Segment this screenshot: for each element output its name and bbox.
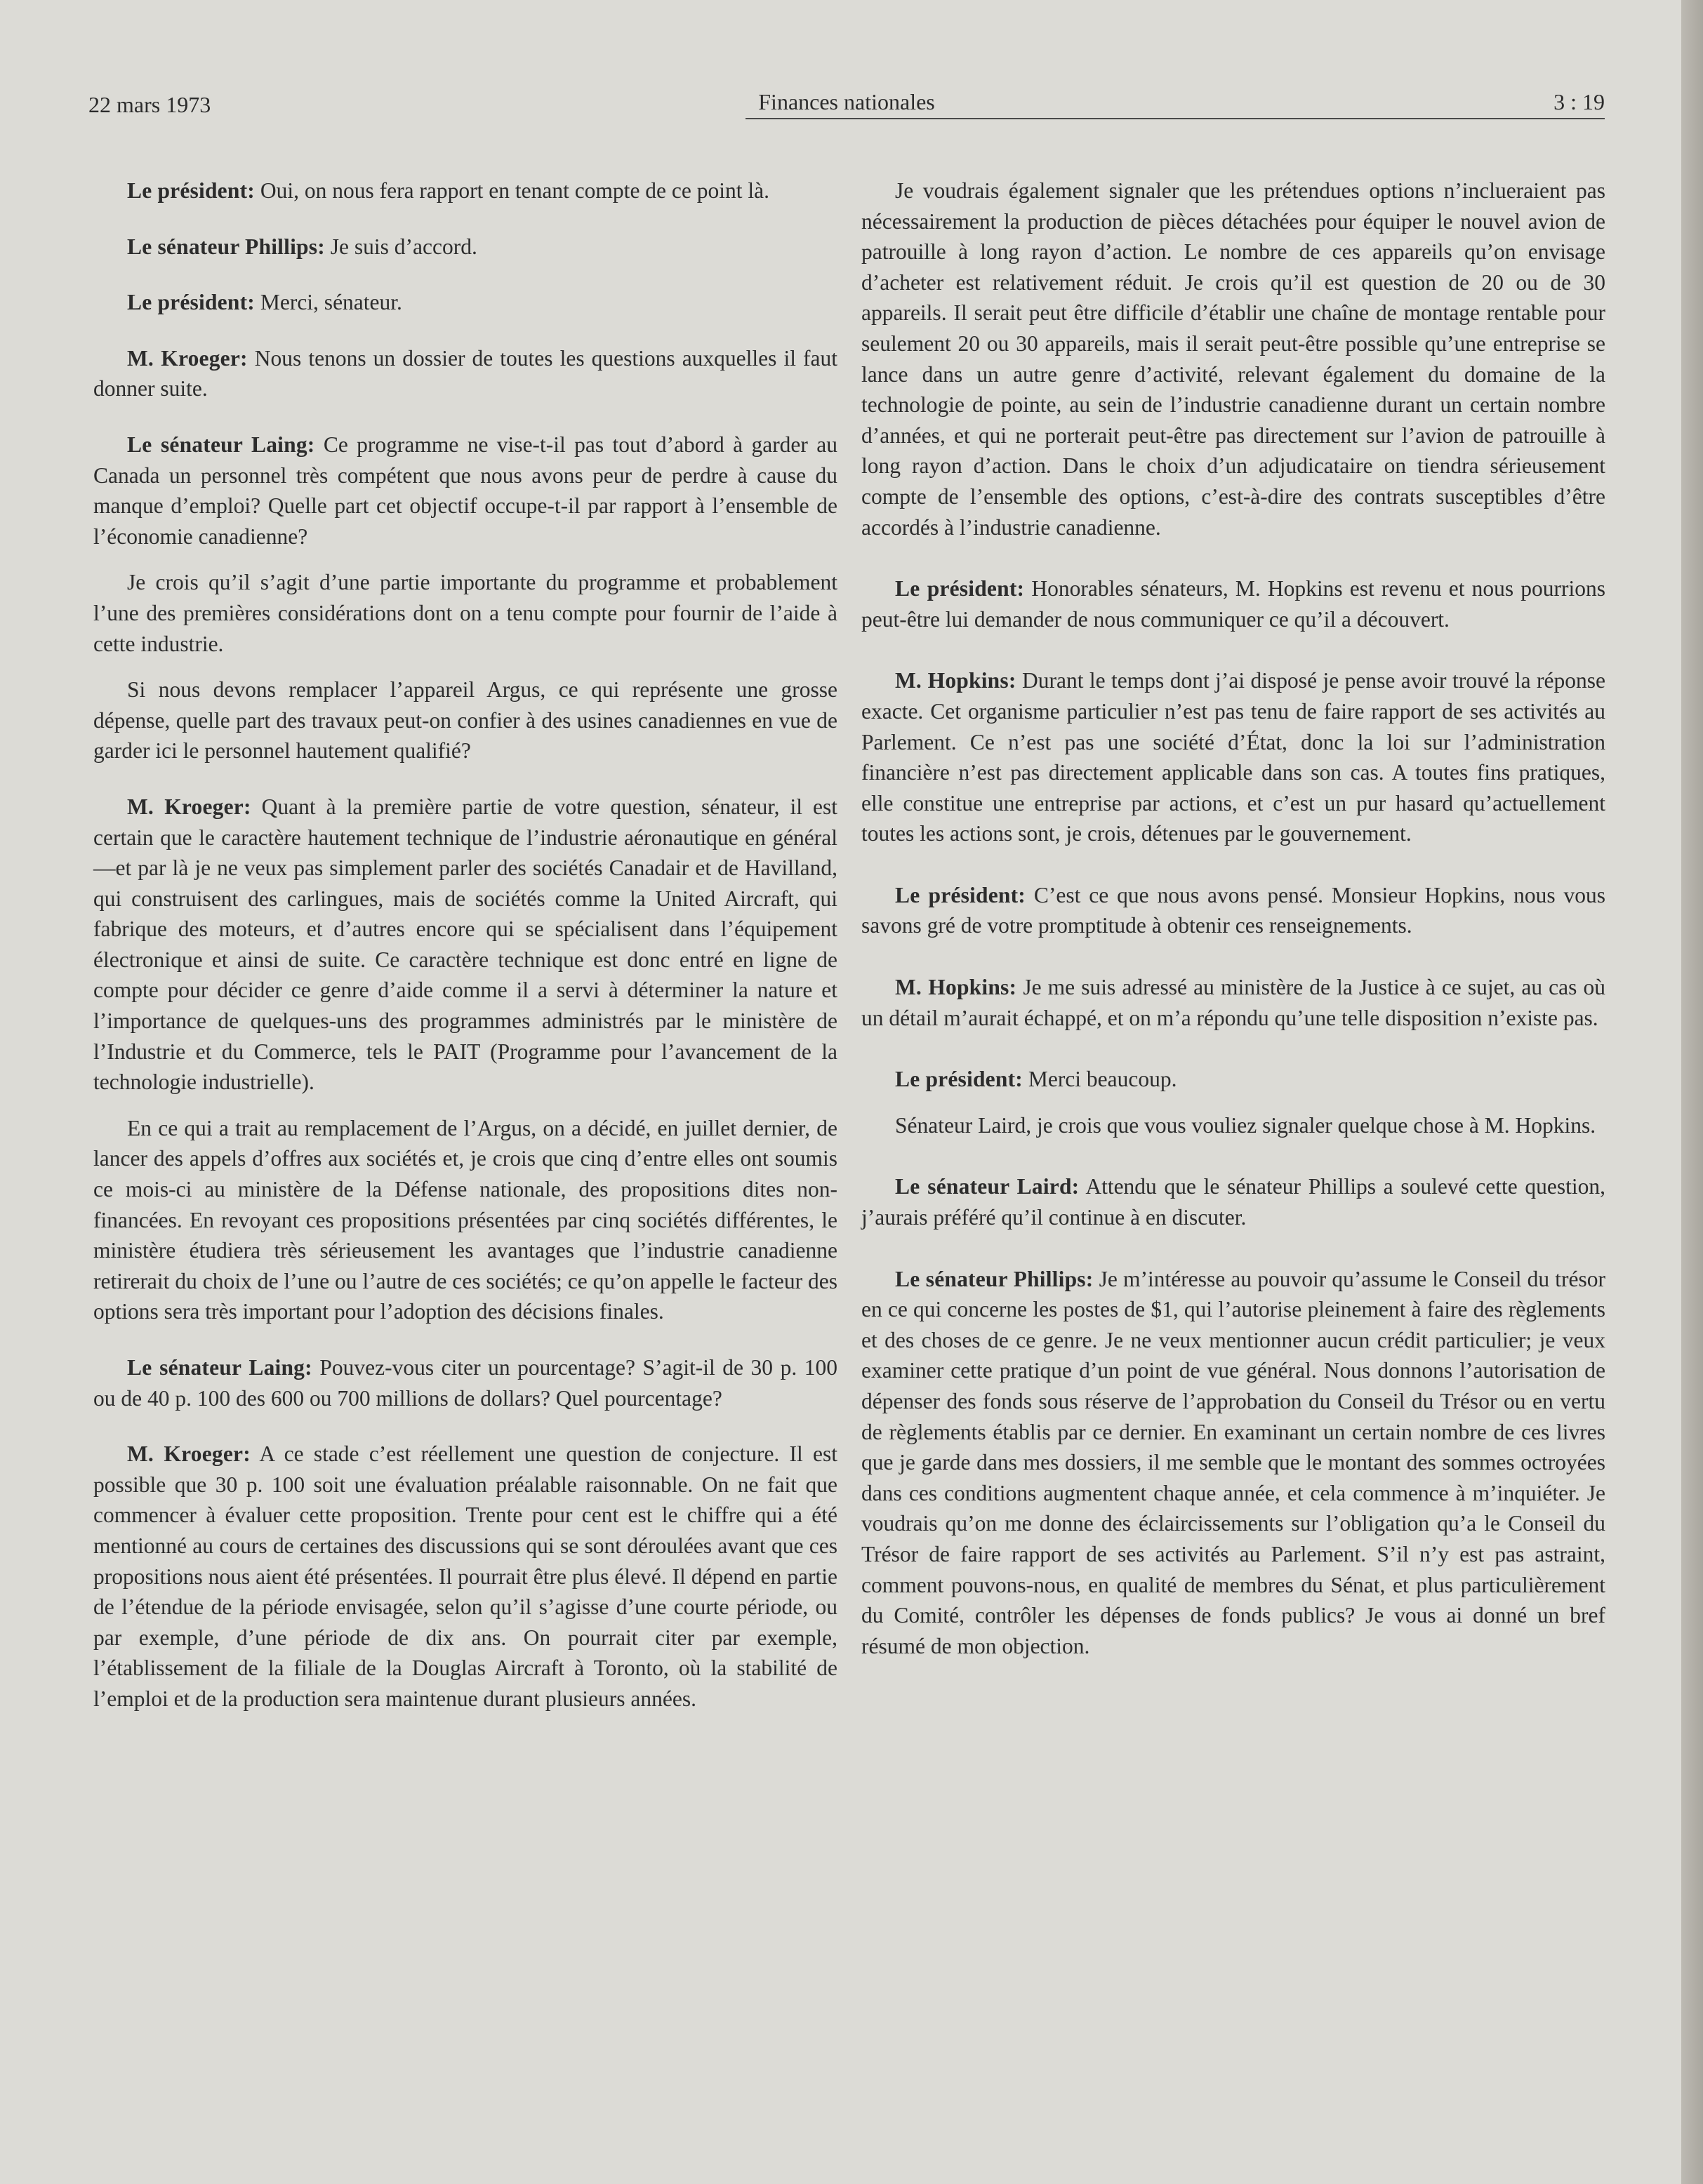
speaker-name: M. Kroeger: xyxy=(127,345,248,371)
speaker-name: M. Kroeger: xyxy=(127,1441,251,1467)
paragraph xyxy=(861,1171,1605,1232)
paragraph-text: Quant à la première partie de votre question, sénateur, il est certain que le caractère hautement technique de l’industrie aéronautique en général—et par là je ne veux pas simplement parler des sociétés Canadair et de Havilland, qui construisent des carlingues, mais de sociétés comme la United Aircraft, qui fabrique des moteurs, et d’autres encore qui se spécialisent dans l’équipement électronique et ainsi de suite. Ce caractère technique est donc entré en ligne de compte pour décider ce genre d’aide comme il a servi à déterminer la nature et l’importance de quelques-uns des programmes administrés par le ministère de l’Industrie et du Commerce, tels le PAIT (Programme pour l’avancement de la technologie industrielle). xyxy=(93,794,838,1095)
paragraph xyxy=(861,972,1605,1033)
paragraph-text: Si nous devons remplacer l’appareil Argus, ce qui représente une grosse dépense, quelle part des travaux peut-on confier à des usines canadiennes en vue de garder ici le personnel hautement qualifié? xyxy=(93,677,837,764)
paragraph-text: Sénateur Laird, je crois que vous vouliez signaler quelque chose à M. Hopkins. xyxy=(895,1112,1596,1138)
paragraph xyxy=(93,232,837,262)
paragraph xyxy=(861,1110,1605,1141)
paragraph-text: Merci beaucoup. xyxy=(1022,1067,1177,1092)
paragraph-text: Oui, on nous fera rapport en tenant compte de ce point là. xyxy=(254,178,769,203)
paragraph-text: En ce qui a trait au remplacement de l’Argus, on a décidé, en juillet dernier, de lancer des appels d’offres aux sociétés et, je crois que cinq d’entre elles ont soumis ce mois-ci au ministère de la Défense nationale, des propositions dites non-financées. En revoyant ces propositions présentées par cinq sociétés différentes, le ministère étudiera très sérieusement les avantages que l’industrie canadienne retirerait du choix de l’une ou l’autre de ces sociétés; ce qu’on appelle le facteur des options sera très important pour l’adoption des décisions finales. xyxy=(93,1115,837,1324)
paragraph xyxy=(93,175,837,206)
paragraph xyxy=(93,674,837,766)
paragraph-text: Pouvez-vous citer un pourcentage? S’agit-il de 30 p. 100 ou de 40 p. 100 des 600 ou 700 millions de dollars? Quel pourcentage? xyxy=(93,1355,837,1411)
paragraph-text: Honorables sénateurs, M. Hopkins est revenu et nous pourrions peut-être lui demander de nous communiquer ce qu’il a découvert. xyxy=(861,576,1605,632)
speaker-name: Le sénateur Laird: xyxy=(895,1174,1080,1199)
paragraph xyxy=(93,430,837,552)
paragraph-text: Durant le temps dont j’ai disposé je pense avoir trouvé la réponse exacte. Cet organisme particulier n’est pas tenu de faire rapport de ses activités au Parlement. Ce n’est pas une société d’État, donc la loi sur l’administration financière n’est pas directement applicable dans son cas. A toutes fins pratiques, elle constitue une entreprise par actions, et c’est un pur hasard qu’actuellement toutes les actions sont, je crois, détenues par le gouvernement. xyxy=(861,668,1605,846)
paragraph xyxy=(861,1264,1605,1662)
speaker-name: Le président: xyxy=(895,882,1026,907)
right-column xyxy=(861,175,1605,1661)
speaker-name: Le sénateur Phillips: xyxy=(895,1266,1094,1291)
paragraph xyxy=(93,1439,837,1714)
paragraph-text: Je crois qu’il s’agit d’une partie importante du programme et probablement l’une des premières considérations dont on a tenu compte pour fournir de l’aide à cette industrie. xyxy=(93,570,837,656)
paragraph xyxy=(93,567,837,659)
speaker-name: Le sénateur Laing: xyxy=(127,1355,312,1380)
left-column xyxy=(93,175,837,1714)
paragraph-text: Merci, sénateur. xyxy=(254,290,402,315)
speaker-name: M. Kroeger: xyxy=(127,794,251,819)
paragraph xyxy=(93,792,837,1098)
speaker-name: Le président: xyxy=(127,290,255,315)
paragraph-text: Nous tenons un dossier de toutes les questions auxquelles il faut donner suite. xyxy=(93,345,838,401)
speaker-name: Le président: xyxy=(895,576,1025,601)
speaker-name: M. Hopkins: xyxy=(895,668,1016,693)
paragraph xyxy=(93,1352,837,1413)
paragraph xyxy=(861,665,1605,849)
paragraph-text: A ce stade c’est réellement une question de conjecture. Il est possible que 30 p. 100 soit une évaluation préalable raisonnable. On ne fait que commencer à évaluer cette proposition. Trente pour cent est le chiffre qui a été mentionné au cours de certaines des discussions qui se sont déroulées avant que ces propositions nous aient été présentées. Il pourrait être plus élevé. Il dépend en partie de l’étendue de la période envisagée, selon qu’il s’agisse d’une courte période, ou par exemple, d’une période de dix ans. On pourrait citer par exemple, l’établissement de la filiale de la Douglas Aircraft à Toronto, où la stabilité de l’emploi et de la production sera maintenue durant plusieurs années. xyxy=(93,1441,837,1711)
header-rule xyxy=(746,118,1605,119)
header-page-number: 3 : 19 xyxy=(1553,89,1605,114)
paragraph-text: Je m’intéresse au pouvoir qu’assume le Conseil du trésor en ce qui concerne les postes de $1, qui l’autorise pleinement à faire des règlements et des choses de ce genre. Je ne veux mentionner aucun crédit particulier; je veux examiner cette pratique d’un point de vue général. Nous donnons l’autorisation de dépenser des fonds sous réserve de l’approbation du Conseil du Trésor ou en vertu de règlements établis par ce dernier. En examinant un certain nombre de ces livres que je garde dans mes dossiers, il me semble que le montant des sommes octroyées dans ces conditions augmentent chaque année, et cela commence à m’inquiéter. Je voudrais qu’on me donne des éclaircissements sur l’obligation qu’a le Conseil du Trésor de faire rapport de ses activités au Parlement. S’il n’y est pas astraint, comment pouvons-nous, en qualité de membres du Sénat, et plus particulièrement du Comité, contrôler les dépenses de fonds publics? Je vous ai donné un bref résumé de mon objection. xyxy=(861,1266,1605,1658)
paragraph xyxy=(861,175,1605,542)
paragraph xyxy=(93,287,837,318)
speaker-name: Le président: xyxy=(895,1067,1023,1092)
speaker-name: Le président: xyxy=(127,178,255,203)
speaker-name: M. Hopkins: xyxy=(895,975,1017,1000)
paragraph-text: Ce programme ne vise-t-il pas tout d’abord à garder au Canada un personnel très compétent que nous avons peur de perdre à cause du manque d’emploi? Quelle part cet objectif occupe-t-il par rapport à l’ensemble de l’économie canadienne? xyxy=(93,432,837,549)
paragraph-text: C’est ce que nous avons pensé. Monsieur Hopkins, nous vous savons gré de votre promptitude à obtenir ces renseignements. xyxy=(861,882,1605,938)
speaker-name: Le sénateur Phillips: xyxy=(127,234,325,259)
page-edge-shadow xyxy=(1681,0,1703,2184)
paragraph-text: Je voudrais également signaler que les prétendues options n’inclueraient pas nécessairement la production de pièces détachées pour équiper le nouvel avion de patrouille à long rayon d’action. Le nombre de ces appareils qu’on envisage d’acheter est relativement réduit. Je crois qu’il est question de 20 ou de 30 appareils. Il serait peut être difficile d’établir une chaîne de montage rentable pour seulement 20 ou 30 appareils, mais il serait peut-être possible qu’une entreprise se lance dans un autre genre d’activité, relevant également du domaine de la technologie de pointe, au sein de l’industrie canadienne durant un certain nombre d’années, et qui ne porterait peut-être pas directement sur l’avion de patrouille à long rayon d’action. Dans le choix d’un adjudicataire on tiendra sérieusement compte de l’ensemble des options, c’est-à-dire des contrats susceptibles d’être accordés à l’industrie canadienne. xyxy=(861,178,1605,540)
paragraph xyxy=(861,880,1605,941)
paragraph xyxy=(861,573,1605,634)
paragraph-text: Je me suis adressé au ministère de la Justice à ce sujet, au cas où un détail m’aurait échappé, et on m’a répondu qu’une telle disposition n’existe pas. xyxy=(861,975,1605,1030)
running-header xyxy=(88,87,1605,122)
paragraph-text: Je suis d’accord. xyxy=(324,234,477,259)
paragraph xyxy=(93,343,837,404)
paragraph xyxy=(861,1064,1605,1095)
paragraph-text: Attendu que le sénateur Phillips a soulevé cette question, j’aurais préféré qu’il continue à en discuter. xyxy=(861,1174,1605,1230)
header-title: Finances nationales xyxy=(758,89,935,114)
speaker-name: Le sénateur Laing: xyxy=(127,432,315,457)
paragraph xyxy=(93,1113,837,1327)
header-date: 22 mars 1973 xyxy=(88,92,211,117)
